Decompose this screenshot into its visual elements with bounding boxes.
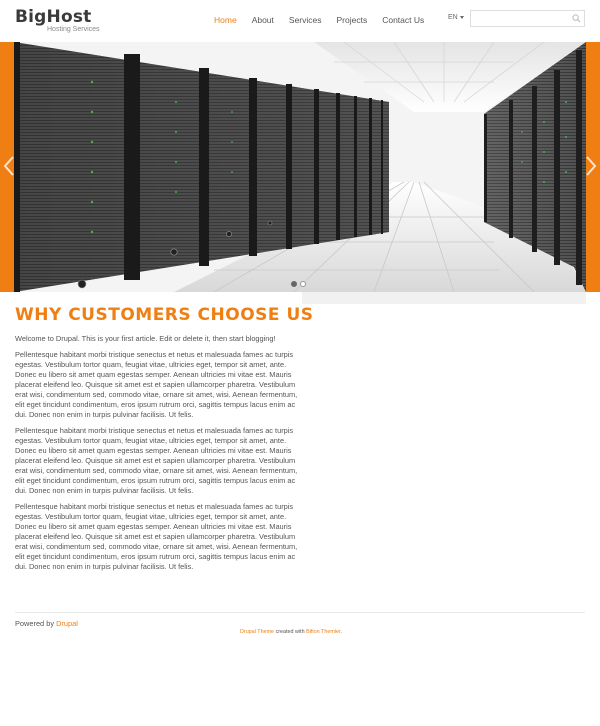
slider-dot-1[interactable] xyxy=(291,281,297,287)
intro-text: Welcome to Drupal. This is your first article. Edit or delete it, then start blogging! xyxy=(15,334,276,343)
slider-dot-2[interactable] xyxy=(300,281,306,287)
main-menu xyxy=(214,15,439,25)
nav-item-contact-us[interactable]: Contact Us xyxy=(382,15,425,25)
credit-created-with: created with xyxy=(275,629,305,635)
footer-divider xyxy=(15,612,585,613)
drupal-link[interactable]: Drupal xyxy=(56,619,78,628)
chevron-right-icon[interactable] xyxy=(584,155,598,177)
search-icon[interactable] xyxy=(572,14,581,23)
article-paragraph: Pellentesque habitant morbi tristique senectus et netus et malesuada fames ac turpis egestas. Vestibulum tortor quam, feugiat vitae, ultricies eget, tempor sit amet, ante. Donec eu libero sit amet quam egestas semper. Aenean ultricies mi vitae est. Mauris placerat eleifend leo. Quisque sit amet est et sapien ullamcorper pharetra. Vestibulum erat wisi, condimentum sed, commodo vitae, ornare sit amet, wisi. Aenean fermentum, elit eget tincidunt condimentum, eros ipsum rutrum orci, sagittis tempus lacus enim ac dui. Donec non enim in turpis pulvinar facilisis. Ut felis. xyxy=(15,350,298,419)
site-title[interactable]: BigHost xyxy=(15,7,92,27)
powered-by xyxy=(15,619,78,628)
site-header xyxy=(0,0,600,42)
slide-image xyxy=(14,42,586,292)
nav-item-projects[interactable]: Projects xyxy=(336,15,368,25)
credit-period: . xyxy=(340,629,342,635)
chevron-left-icon[interactable] xyxy=(2,155,16,177)
powered-by-label: Powered by xyxy=(15,619,55,628)
article-paragraph: Pellentesque habitant morbi tristique senectus et netus et malesuada fames ac turpis egestas. Vestibulum tortor quam, feugiat vitae, ultricies eget, tempor sit amet, ante. Donec eu libero sit amet quam egestas semper. Aenean ultricies mi vitae est. Mauris placerat eleifend leo. Quisque sit amet est et sapien ullamcorper pharetra. Vestibulum erat wisi, condimentum sed, commodo vitae, ornare sit amet, wisi. Aenean fermentum, elit eget tincidunt condimentum, eros ipsum rutrum orci, sagittis tempus lacus enim ac dui. Donec non enim in turpis pulvinar facilisis. Ut felis. xyxy=(15,502,298,571)
language-selected: EN xyxy=(448,14,458,21)
slider-shadow xyxy=(302,292,586,304)
slider-pager xyxy=(291,281,306,287)
server-room-image xyxy=(14,42,586,292)
search-box xyxy=(470,10,585,27)
language-switcher[interactable] xyxy=(448,14,464,21)
hero-slider xyxy=(0,42,600,292)
article-paragraph: Pellentesque habitant morbi tristique senectus et netus et malesuada fames ac turpis egestas. Vestibulum tortor quam, feugiat vitae, ultricies eget, tempor sit amet, ante. Donec eu libero sit amet quam egestas semper. Aenean ultricies mi vitae est. Mauris placerat eleifend leo. Quisque sit amet est et sapien ullamcorper pharetra. Vestibulum erat wisi, condimentum sed, commodo vitae, ornare sit amet, wisi. Aenean fermentum, elit eget tincidunt condimentum, eros ipsum rutrum orci, sagittis tempus lacus enim ac dui. Donec non enim in turpis pulvinar facilisis. Ut felis. xyxy=(15,426,298,495)
chevron-down-icon xyxy=(460,16,464,19)
page-heading: WHY CUSTOMERS CHOOSE US xyxy=(15,305,314,325)
themler-link[interactable]: Bifion Themler xyxy=(306,629,341,635)
nav-item-about[interactable]: About xyxy=(251,15,274,25)
theme-credit xyxy=(240,629,342,635)
main-content xyxy=(15,305,314,572)
site-slogan: Hosting Services xyxy=(47,26,100,33)
site-logo[interactable] xyxy=(15,8,100,34)
search-input[interactable] xyxy=(471,15,566,30)
nav-item-services[interactable]: Services xyxy=(288,15,322,25)
nav-item-home[interactable]: Home xyxy=(214,15,237,25)
drupal-theme-link[interactable]: Drupal Theme xyxy=(240,629,275,635)
